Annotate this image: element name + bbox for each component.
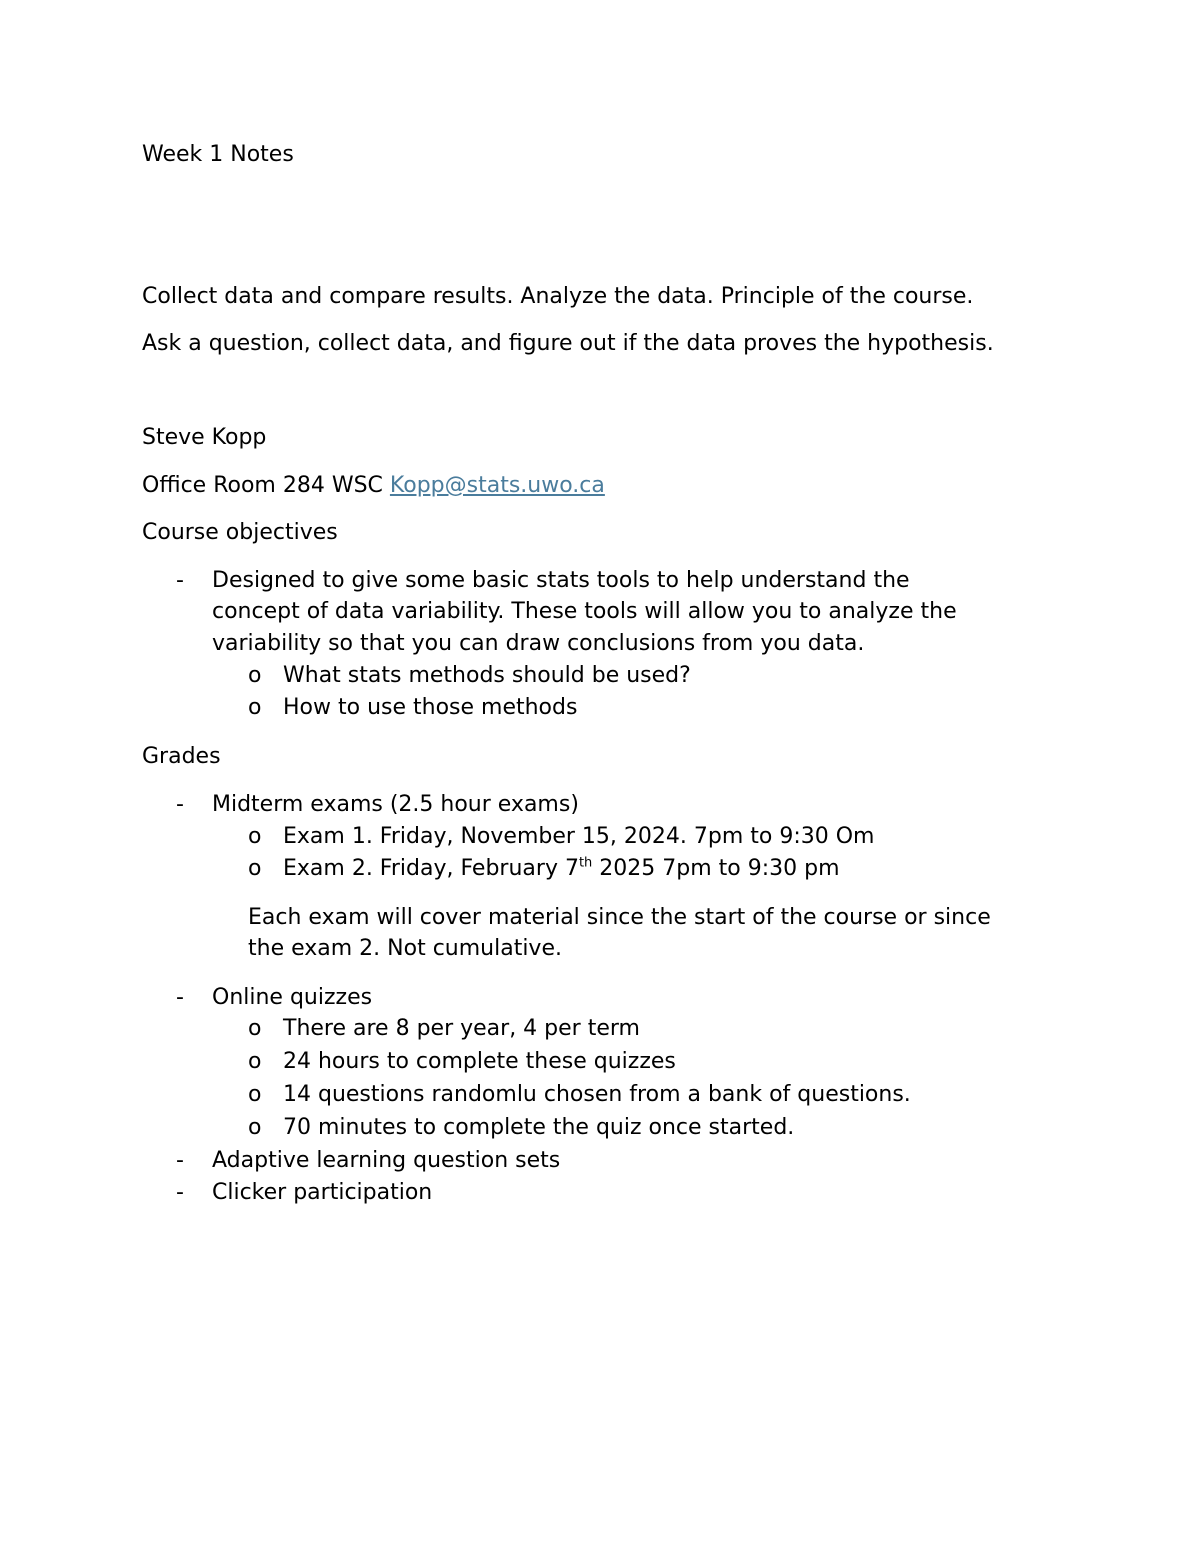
sub-bullet-marker: o [248,695,262,720]
office-line [142,471,605,501]
bullet-dash: - [176,1148,184,1173]
document-title: Week 1 Notes [142,142,294,167]
grades-heading: Grades [142,744,221,769]
quiz-item: 14 questions randomlu chosen from a bank of questions. [283,1082,911,1107]
exam-2-ordinal: th [578,855,593,871]
sub-bullet-marker: o [248,856,262,881]
instructor-name: Steve Kopp [142,425,267,450]
sub-bullet-marker: o [248,1082,262,1107]
exam-note-line-1: Each exam will cover material since the start of the course or since [248,905,991,930]
email-link[interactable]: Kopp@stats.uwo.ca [389,473,605,498]
bullet-dash: - [176,985,184,1010]
bullet-dash: - [176,792,184,817]
adaptive-learning-item: Adaptive learning question sets [212,1148,561,1173]
objective-line-2: concept of data variability. These tools will allow you to analyze the [212,599,957,624]
objectives-heading: Course objectives [142,520,338,545]
sub-bullet-marker: o [248,663,262,688]
quiz-item: There are 8 per year, 4 per term [283,1016,640,1041]
midterm-label: Midterm exams (2.5 hour exams) [212,792,579,817]
office-text: Office Room 284 WSC [142,473,390,498]
bullet-dash: - [176,568,184,593]
clicker-item: Clicker participation [212,1180,433,1205]
objective-line-3: variability so that you can draw conclusions from you data. [212,631,865,656]
intro-line-2: Ask a question, collect data, and figure out if the data proves the hypothesis. [142,331,994,356]
intro-line-1: Collect data and compare results. Analyze the data. Principle of the course. [142,284,974,309]
quiz-item: 24 hours to complete these quizzes [283,1049,676,1074]
objective-line-1: Designed to give some basic stats tools to help understand the [212,568,910,593]
bullet-dash: - [176,1180,184,1205]
exam-2-text: Exam 2. Friday, February 7 [283,856,579,881]
sub-bullet-marker: o [248,824,262,849]
exam-2-item [283,854,840,884]
quizzes-label: Online quizzes [212,985,373,1010]
objective-sub-item: What stats methods should be used? [283,663,691,688]
exam-2-time: 2025 7pm to 9:30 pm [592,856,840,881]
exam-note-line-2: the exam 2. Not cumulative. [248,936,562,961]
quiz-item: 70 minutes to complete the quiz once started. [283,1115,795,1140]
sub-bullet-marker: o [248,1115,262,1140]
sub-bullet-marker: o [248,1016,262,1041]
exam-1-item: Exam 1. Friday, November 15, 2024. 7pm to 9:30 Om [283,824,875,849]
objective-sub-item: How to use those methods [283,695,578,720]
sub-bullet-marker: o [248,1049,262,1074]
